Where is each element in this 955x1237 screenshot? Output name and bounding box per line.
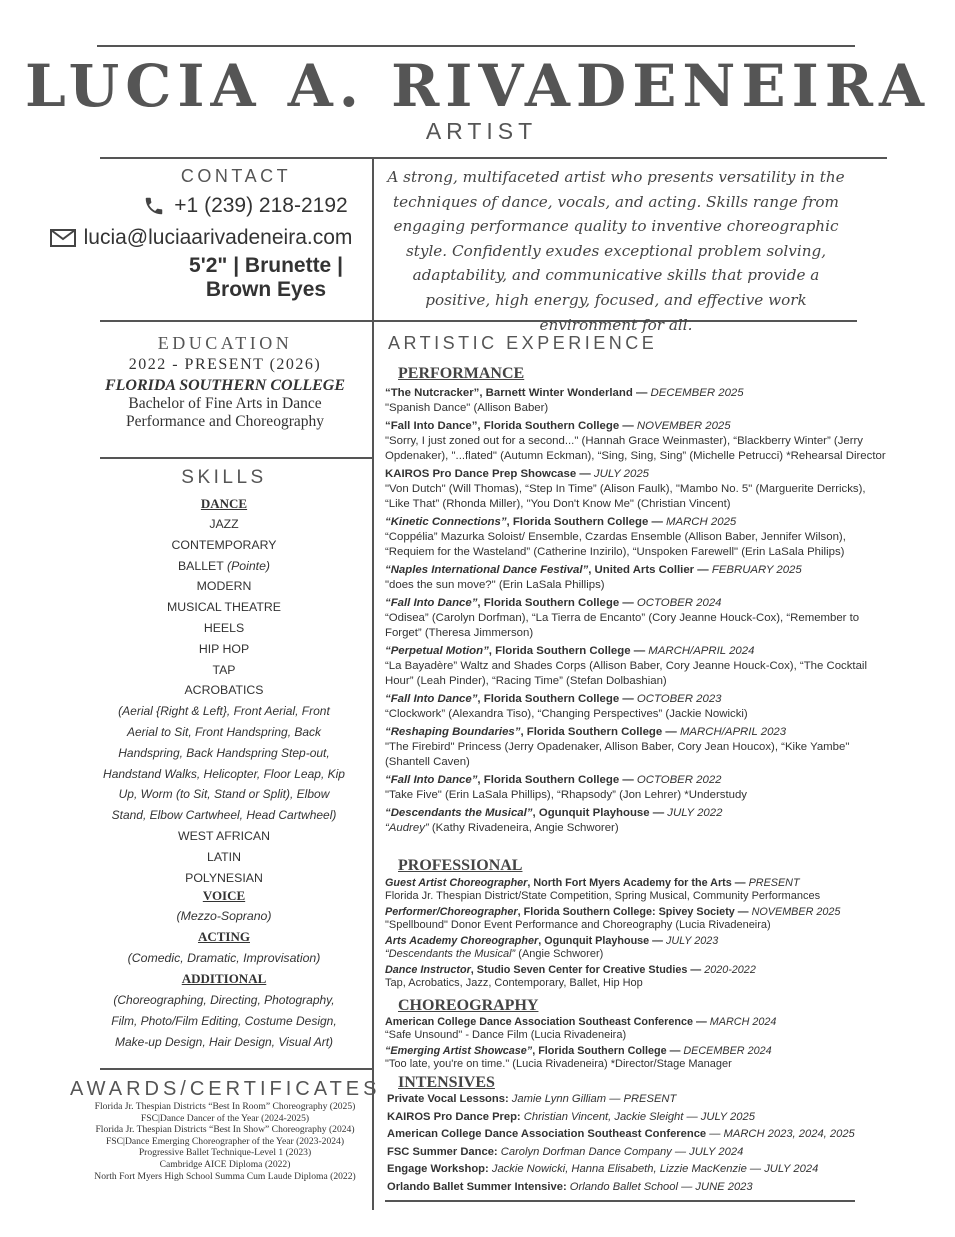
- experience-entry: [385, 1016, 890, 1042]
- entry-title-text: KAIROS Pro Dance Prep Showcase —: [385, 468, 594, 480]
- skill-item: TAP: [212, 662, 236, 677]
- intensive-name: KAIROS Pro Dance Prep:: [387, 1110, 524, 1123]
- experience-entry: [385, 467, 890, 512]
- contact-heading: CONTACT: [180, 166, 292, 186]
- entry-title-italic: Arts Academy Choreographer: [385, 935, 539, 947]
- entry-title-italic: Guest Artist Choreographer: [385, 877, 528, 889]
- entry-date: OCTOBER 2022: [636, 774, 722, 786]
- entry-title-text: , Florida Southern College: Spivey Society —: [517, 906, 752, 918]
- experience-entry: [385, 877, 890, 903]
- entry-title-italic: “Fall Into Dance”: [385, 693, 478, 705]
- award-item: FSC|Dance Dancer of the Year (2024-2025): [140, 1112, 310, 1124]
- entry-title-text: , Studio Seven Center for Creative Studies —: [470, 964, 705, 976]
- skill-item: CONTEMPORARY: [171, 537, 277, 552]
- entry-description: [385, 948, 890, 961]
- entry-description: [385, 659, 890, 689]
- entry-title-italic: “Naples International Dance Festival”: [385, 564, 589, 576]
- entry-title: [385, 644, 890, 659]
- entry-title: [385, 806, 890, 821]
- intensive-detail: Jamie Lynn Gilliam — PRESENT: [511, 1093, 677, 1105]
- performance-heading: PERFORMANCE: [398, 365, 525, 382]
- entry-title-text: “Fall Into Dance”, Florida Southern College —: [385, 420, 637, 432]
- entry-title: [385, 1045, 890, 1058]
- entry-description-text: "Von Dutch" (Will Thomas), “Step In Time” (Alison Faulk), "Mambo No. 5" (Marguerite Derricks), “Like That” (Rhonda Miller), "You Don't Know Me" (Christian Vincent): [385, 483, 866, 510]
- email-icon: [50, 229, 76, 247]
- degree: Bachelor of Fine Arts in Dance Performance and Choreography: [126, 395, 324, 430]
- intensive-item: [387, 1179, 892, 1197]
- experience-entry: [385, 773, 890, 803]
- entry-date: NOVEMBER 2025: [751, 906, 841, 918]
- experience-entry: [385, 563, 890, 593]
- skill-voice: (Mezzo-Soprano): [176, 909, 272, 924]
- entry-description: [385, 482, 890, 512]
- entry-description: [385, 1058, 890, 1071]
- entry-title-italic: Performer/Choreographer: [385, 906, 518, 918]
- entry-date: JULY 2022: [667, 807, 723, 819]
- entry-description-text: Tap, Acrobatics, Jazz, Contemporary, Ballet, Hip Hop: [385, 977, 643, 989]
- entry-description-text: "Spanish Dance" (Allison Baber): [385, 402, 549, 414]
- entry-description-text: “Coppélia” Mazurka Soloist/ Ensemble, Czardas Ensemble (Allison Baber, Jennifer Wilson), “Requiem for the Wasteland” (Catherine Inzirilo), “Unspoken Farewell" (Erin LaSala Philips): [385, 531, 846, 558]
- skill-category-dance: DANCE: [200, 496, 248, 511]
- entry-title: [385, 563, 890, 578]
- entry-description-text: “Clockwork” (Alexandra Tiso), “Changing Perspectives” (Jackie Nowicki): [385, 708, 748, 720]
- award-item: Progressive Ballet Technique-Level 1 (2023): [138, 1147, 312, 1159]
- professional-heading: PROFESSIONAL: [398, 857, 523, 874]
- school-name: FLORIDA SOUTHERN COLLEGE: [104, 377, 346, 394]
- intensive-detail: Carolyn Dorfman Dance Company — JULY 2024: [500, 1145, 744, 1158]
- intensives-list: [387, 1091, 892, 1197]
- entry-description: [385, 977, 890, 990]
- intensive-item: [387, 1109, 892, 1127]
- entry-title-italic: “Descendants the Musical”: [385, 807, 533, 819]
- entry-title: [385, 964, 890, 977]
- intensive-detail: Christian Vincent, Jackie Sleight — JULY 2025: [523, 1110, 755, 1123]
- entry-title-text: , United Arts Collier —: [588, 564, 712, 576]
- entry-description-text: “Odisea” (Carolyn Dorfman), “La Tierra de Encanto” (Cory Jeanne Houck-Cox), “Remember to Forget” (Theresa Jimmerson): [385, 612, 860, 639]
- awards-heading: AWARDS/CERTIFICATES: [70, 1078, 381, 1100]
- entry-title-italic: “Perpetual Motion”: [385, 645, 489, 657]
- entry-role: “Descendants the Musical”: [385, 948, 516, 960]
- section-rule: [100, 1068, 372, 1070]
- entry-description: [385, 578, 890, 593]
- entry-description: [385, 821, 890, 836]
- entry-description-text: "The Firebird" Princess (Jerry Opadenaker, Allison Baber, Cory Jean Houcox), “Kike Yambe" (Shantell Caven): [385, 741, 850, 768]
- intensive-item: [387, 1144, 892, 1162]
- entry-title: [385, 935, 890, 948]
- award-item: Cambridge AICE Diploma (2022): [159, 1158, 291, 1170]
- entry-title: [385, 386, 890, 401]
- entry-title: [385, 1016, 890, 1029]
- entry-title-italic: “Kinetic Connections”: [385, 516, 507, 528]
- entry-title: [385, 877, 890, 890]
- entry-title-italic: “Reshaping Boundaries”: [385, 726, 521, 738]
- entry-title-italic: “Fall Into Dance”: [385, 597, 478, 609]
- entry-date: OCTOBER 2024: [636, 597, 722, 609]
- entry-date: MARCH 2024: [709, 1016, 777, 1028]
- entry-title-text: , Florida Southern College —: [477, 597, 637, 609]
- intensive-detail: Orlando Ballet School — JUNE 2023: [569, 1180, 753, 1193]
- entry-title-text: , Florida Southern College —: [506, 516, 666, 528]
- skill-item: ACROBATICS: [184, 683, 264, 698]
- entry-title-italic: “Fall Into Dance”: [385, 774, 478, 786]
- entry-description: [385, 1029, 890, 1042]
- award-item: Florida Jr. Thespian Districts “Best In Show” Choreography (2024): [95, 1124, 355, 1136]
- skill-category-acting: ACTING: [197, 929, 250, 945]
- entry-date: 2020-2022: [704, 964, 756, 976]
- skill-item: MUSICAL THEATRE: [167, 600, 281, 615]
- entry-description: [385, 707, 890, 722]
- intensive-name: FSC Summer Dance:: [387, 1145, 501, 1158]
- skills-heading: SKILLS: [181, 467, 267, 488]
- entry-title-italic: Dance Instructor: [385, 964, 471, 976]
- entry-date: OCTOBER 2023: [636, 693, 722, 705]
- entry-description: [385, 890, 890, 903]
- intensive-item: [387, 1161, 892, 1179]
- skill-item: [100, 556, 348, 577]
- entry-title-text: , Ogunquit Playhouse —: [532, 807, 668, 819]
- entry-title: [385, 596, 890, 611]
- entry-description: [385, 788, 890, 803]
- entry-description-text: “La Bayadère” Waltz and Shades Corps (Allison Baber, Cory Jeanne Houck-Cox), “The Cocktail Hour” (Leah Pinder), “Racing Time” (Stefan Dolbashian): [385, 660, 867, 687]
- entry-date: JULY 2025: [593, 468, 650, 480]
- skill-item: MODERN: [196, 579, 252, 594]
- skill-ballet: BALLET: [177, 558, 224, 573]
- experience-entry: [385, 725, 890, 770]
- experience-entry: [385, 515, 890, 560]
- skill-item: HEELS: [203, 620, 245, 635]
- intensive-item: [387, 1091, 892, 1109]
- education-years: 2022 - PRESENT (2026): [128, 356, 322, 373]
- entry-title-text: , North Fort Myers Academy for the Arts —: [527, 877, 749, 889]
- professional-list: [385, 877, 890, 993]
- entry-title: [385, 773, 890, 788]
- experience-heading: ARTISTIC EXPERIENCE: [388, 333, 658, 353]
- entry-date: MARCH/APRIL 2024: [648, 645, 755, 657]
- performance-list: [385, 386, 890, 839]
- entry-date: MARCH 2025: [666, 516, 737, 528]
- entry-description: [385, 434, 890, 464]
- entry-description-text: "Too late, you're on time." (Lucia Rivadeneira) *Director/Stage Manager: [385, 1058, 732, 1070]
- entry-description: [385, 740, 890, 770]
- experience-entry: [385, 806, 890, 836]
- intro-summary: A strong, multifaceted artist who presents versatility in the techniques of dance, vocals, and acting. Skills range from engaging performance quality to inventive choreographic style. Confidently exudes exceptional problem solving, adaptability, and communicative skills that provide a positive, high energy, focused, and effective work environment for all.: [387, 168, 845, 334]
- phone-number[interactable]: +1 (239) 218-2192: [174, 194, 348, 217]
- entry-date: DECEMBER 2025: [650, 387, 744, 399]
- skill-item: JAZZ: [209, 517, 239, 531]
- entry-description-text: “Safe Unsound" - Dance Film (Lucia Rivadeneira): [385, 1029, 627, 1041]
- entry-description: [385, 401, 890, 416]
- email-address[interactable]: lucia@luciaarivadeneira.com: [83, 226, 353, 249]
- skill-additional: (Choreographing, Directing, Photography, Film, Photo/Film Editing, Costume Design, Make-up Design, Hair Design, Visual Art): [111, 992, 337, 1049]
- intensive-name: Engage Workshop:: [387, 1163, 492, 1176]
- entry-description: [385, 530, 890, 560]
- entry-title: [385, 692, 890, 707]
- bottom-rule: [385, 1200, 855, 1202]
- entry-title-text: , Ogunquit Playhouse —: [538, 935, 666, 947]
- entry-description-text: "does the sun move?" (Erin LaSala Phillips): [385, 579, 605, 591]
- entry-date: NOVEMBER 2025: [636, 420, 731, 432]
- skill-item: WEST AFRICAN: [177, 828, 270, 843]
- choreography-heading: CHOREOGRAPHY: [398, 997, 539, 1014]
- entry-description-text: Florida Jr. Thespian District/State Competition, Spring Musical, Community Performances: [385, 890, 821, 902]
- entry-description-text: "Sorry, I just zoned out for a second..." (Hannah Grace Weinmaster), “Blackberry Winter” (Jerry Opdenaker), "...flated" (Autumn Eckman), “Sing, Sing, Sing” (Michelle Petrucci) *Rehearsal Director: [385, 435, 886, 462]
- entry-date: PRESENT: [748, 877, 800, 889]
- entry-description-text: "Spellbound" Donor Event Performance and Choreography (Lucia Rivadeneira): [385, 919, 771, 931]
- experience-entry: [385, 935, 890, 961]
- entry-title-text: American College Dance Association Southeast Conference —: [385, 1016, 710, 1028]
- experience-entry: [385, 386, 890, 416]
- entry-date: DECEMBER 2024: [683, 1045, 772, 1057]
- intensive-name: Orlando Ballet Summer Intensive:: [387, 1180, 570, 1193]
- section-rule: [100, 457, 372, 459]
- entry-title-text: “The Nutcracker”, Barnett Winter Wonderland —: [385, 387, 651, 399]
- experience-entry: [385, 692, 890, 722]
- intensive-name: American College Dance Association Southeast Conference: [387, 1128, 710, 1141]
- experience-entry: [385, 964, 890, 990]
- acrobatics-detail: (Aerial {Right & Left}, Front Aerial, Front Aerial to Sit, Front Handspring, Back Handspring, Back Handspring Step-out, Handstand Walks, Helicopter, Floor Leap, Kip Up, Worm (to Sit, Stand or Split), Elbow Stand, Elbow Cartwheel, Head Cartwheel): [103, 704, 345, 823]
- header-rule: [100, 157, 887, 159]
- candidate-title: ARTIST: [425, 118, 538, 144]
- award-item: FSC|Dance Emerging Choreographer of the Year (2023-2024): [105, 1135, 345, 1147]
- entry-description: [385, 611, 890, 641]
- award-item: Florida Jr. Thespian Districts “Best In Room” Choreography (2025): [94, 1101, 356, 1112]
- award-item: North Fort Myers High School Summa Cum Laude Diploma (2022): [94, 1170, 356, 1182]
- skill-ballet-note: (Pointe): [226, 558, 271, 573]
- skill-category-voice: VOICE: [202, 888, 246, 904]
- phone-icon: [142, 195, 166, 217]
- entry-description-text: (Angie Schworer): [515, 948, 604, 960]
- physical-attributes: 5'2" | Brunette | Brown Eyes: [189, 254, 343, 301]
- entry-title-text: , Florida Southern College —: [520, 726, 680, 738]
- experience-entry: [385, 644, 890, 689]
- intensive-item: [387, 1126, 892, 1144]
- education-section: [100, 333, 350, 431]
- skill-category-additional: ADDITIONAL: [181, 970, 267, 986]
- entry-title-text: , Florida Southern College —: [477, 774, 637, 786]
- experience-entry: [385, 596, 890, 641]
- experience-entry: [385, 419, 890, 464]
- entry-title-text: , Florida Southern College —: [532, 1045, 684, 1057]
- entry-title: [385, 515, 890, 530]
- entry-title-text: , Florida Southern College —: [477, 693, 637, 705]
- awards-section: [70, 1078, 380, 1182]
- phone-row: [100, 190, 372, 222]
- entry-date: JULY 2023: [665, 935, 719, 947]
- entry-description-text: "Take Five" (Erin LaSala Phillips), “Rhapsody” (Jon Lehrer) *Understudy: [385, 789, 747, 801]
- experience-entry: [385, 1045, 890, 1071]
- entry-title: [385, 467, 890, 482]
- column-divider: [372, 157, 374, 1210]
- skills-section: [100, 467, 348, 1052]
- contact-section: [83, 166, 372, 302]
- intensive-name: Private Vocal Lessons:: [387, 1093, 512, 1105]
- entry-title: [385, 725, 890, 740]
- intensive-detail: — MARCH 2023, 2024, 2025: [709, 1128, 855, 1141]
- entry-title: [385, 906, 890, 919]
- email-row: [30, 222, 372, 254]
- entry-description: [385, 919, 890, 932]
- experience-entry: [385, 906, 890, 932]
- entry-title-text: , Florida Southern College —: [488, 645, 649, 657]
- entry-role: “Audrey”: [385, 822, 429, 834]
- education-heading: EDUCATION: [157, 333, 293, 353]
- skill-acting: (Comedic, Dramatic, Improvisation): [127, 951, 321, 966]
- entry-title-italic: “Emerging Artist Showcase”: [385, 1045, 533, 1057]
- entry-date: MARCH/APRIL 2023: [679, 726, 787, 738]
- intensive-detail: Jackie Nowicki, Hanna Elisabeth, Lizzie MacKenzie — JULY 2024: [491, 1163, 819, 1176]
- entry-title: [385, 419, 890, 434]
- entry-description-text: (Kathy Rivadeneira, Angie Schworer): [428, 822, 619, 834]
- choreography-list: [385, 1016, 890, 1074]
- entry-date: FEBRUARY 2025: [711, 564, 802, 576]
- candidate-name: LUCIA A. RIVADENEIRA: [25, 52, 930, 120]
- skill-item: POLYNESIAN: [185, 870, 263, 885]
- intensives-heading: INTENSIVES: [398, 1074, 495, 1091]
- skill-item: HIP HOP: [198, 641, 250, 656]
- top-rule: [97, 45, 855, 47]
- skill-item: LATIN: [207, 849, 241, 864]
